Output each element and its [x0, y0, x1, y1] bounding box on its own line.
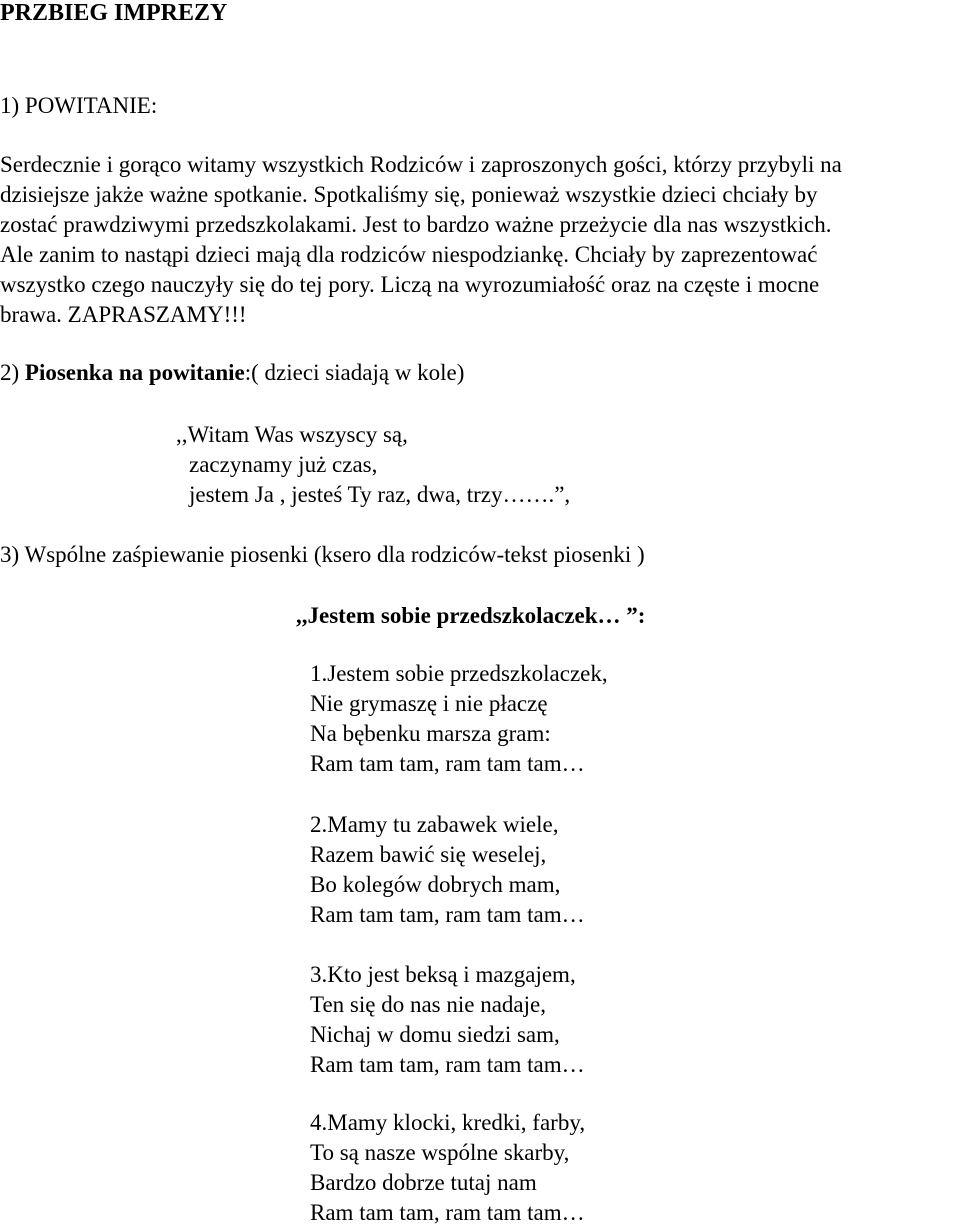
- welcome-song-lyrics: [176, 420, 570, 510]
- verse-line: Bardzo dobrze tutaj nam: [310, 1170, 537, 1195]
- verse-line: Ram tam tam, ram tam tam…: [310, 751, 585, 776]
- verse-line: Razem bawić się weselej,: [310, 842, 547, 867]
- verse-line: Ten się do nas nie nadaje,: [310, 992, 546, 1017]
- paragraph-line: Serdecznie i gorąco witamy wszystkich Rodziców i zaproszonych gości, którzy przybyli na: [0, 152, 842, 177]
- verse-1: [310, 659, 608, 779]
- verse-line: To są nasze wspólne skarby,: [310, 1140, 570, 1165]
- section-1-heading: 1) POWITANIE:: [0, 93, 158, 118]
- verse-line: Nie grymaszę i nie płaczę: [310, 691, 548, 716]
- verse-4: [310, 1108, 585, 1228]
- verse-line: 1.Jestem sobie przedszkolaczek,: [310, 661, 608, 686]
- paragraph-line: zostać prawdziwymi przedszkolakami. Jest to bardzo ważne przeżycie dla nas wszystkich.: [0, 212, 832, 237]
- verse-3: [310, 960, 585, 1080]
- paragraph-line: brawa. ZAPRASZAMY!!!: [0, 302, 247, 327]
- section-2-rest: :( dzieci siadają w kole): [244, 360, 465, 385]
- lyric-line: zaczynamy już czas,: [189, 452, 378, 477]
- welcome-paragraph: [0, 150, 960, 330]
- verse-line: 4.Mamy klocki, kredki, farby,: [310, 1110, 586, 1135]
- paragraph-line: dzisiejsze jakże ważne spotkanie. Spotkaliśmy się, ponieważ wszystkie dzieci chciały by: [0, 182, 818, 207]
- verse-line: Ram tam tam, ram tam tam…: [310, 1052, 585, 1077]
- section-3-heading: 3) Wspólne zaśpiewanie piosenki (ksero dla rodziców-tekst piosenki ): [0, 542, 645, 567]
- section-2-heading: [0, 358, 464, 388]
- lyric-line: jestem Ja , jesteś Ty raz, dwa, trzy…….”,: [189, 482, 571, 507]
- verse-line: Bo kolegów dobrych mam,: [310, 872, 561, 897]
- song-title: ,,Jestem sobie przedszkolaczek… ”:: [296, 603, 646, 628]
- section-2-number: 2): [0, 360, 25, 385]
- verse-2: [310, 810, 585, 930]
- document-title: PRZBIEG IMPREZY: [0, 0, 228, 26]
- verse-line: 2.Mamy tu zabawek wiele,: [310, 812, 559, 837]
- verse-line: Na bębenku marsza gram:: [310, 721, 551, 746]
- verse-line: Ram tam tam, ram tam tam…: [310, 902, 585, 927]
- paragraph-line: Ale zanim to nastąpi dzieci mają dla rodziców niespodziankę. Chciały by zaprezentować: [0, 242, 818, 267]
- verse-line: Ram tam tam, ram tam tam…: [310, 1200, 585, 1225]
- section-2-bold-label: Piosenka na powitanie: [24, 360, 245, 385]
- lyric-line: ,,Witam Was wszyscy są,: [176, 422, 408, 447]
- verse-line: Nichaj w domu siedzi sam,: [310, 1022, 560, 1047]
- verse-line: 3.Kto jest beksą i mazgajem,: [310, 962, 576, 987]
- paragraph-line: wszystko czego nauczyły się do tej pory. Liczą na wyrozumiałość oraz na częste i mocne: [0, 272, 820, 297]
